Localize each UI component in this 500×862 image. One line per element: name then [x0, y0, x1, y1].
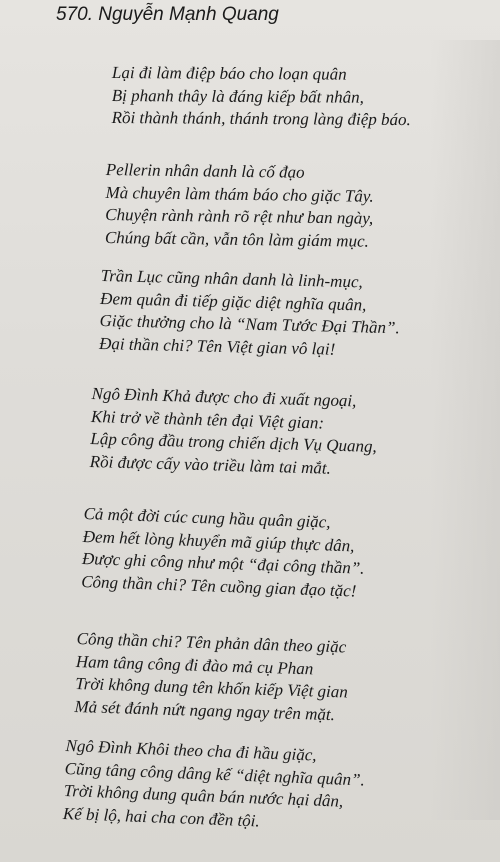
poem-line: Trời không dung quân bán nước hại dân, — [63, 780, 344, 811]
poem-line: Ham tâng công đi đào mả cụ Phan — [75, 651, 314, 678]
poem-line: Ngô Đình Khôi theo cha đi hầu giặc, — [65, 735, 317, 765]
stanza-1 — [112, 62, 412, 132]
stanza-7 — [63, 735, 367, 836]
poem-line: Khi trở về thành tên đại Việt gian: — [90, 406, 325, 432]
poem-line: Công thần chi? Tên cuồng gian đạo tặc! — [80, 571, 357, 601]
poem-line: Lại đi làm điệp báo cho loạn quân — [111, 62, 347, 84]
poem-line: Được ghi công như một “đại công thần”. — [81, 548, 365, 578]
poem-line: Mả sét đánh nứt ngang ngay trên mặt. — [74, 696, 336, 724]
poem-line: Chuyện rành rành rõ rệt như ban ngày, — [105, 204, 374, 228]
poem-line: Cũng tâng công dâng kế “diệt nghĩa quân”. — [64, 758, 366, 789]
poem-line: Trần Lục cũng nhân danh là linh-mục, — [100, 265, 363, 292]
poem-line: Giặc thưởng cho là “Nam Tước Đại Thần”. — [99, 310, 401, 338]
poem-line: Bị phanh thây là đáng kiếp bất nhân, — [111, 85, 364, 107]
stanza-3 — [99, 265, 401, 362]
stanza-4 — [89, 383, 378, 481]
stanza-2 — [105, 159, 374, 253]
poem-line: Ngô Đình Khả được cho đi xuất ngoại, — [91, 383, 357, 411]
poem-line: Công thần chi? Tên phản dân theo giặc — [76, 628, 347, 657]
poem-line: Lập công đầu trong chiến dịch Vụ Quang, — [90, 428, 378, 456]
poem-line: Mà chuyên làm thám báo cho giặc Tây. — [105, 182, 374, 206]
poem-line: Kế bị lộ, hai cha con đền tội. — [62, 803, 261, 830]
stanza-5 — [81, 503, 367, 603]
poem-line: Đem quân đi tiếp giặc diệt nghĩa quân, — [99, 288, 367, 314]
poem-line: Rồi được cấy vào triều làm tai mắt. — [89, 451, 332, 478]
facing-page-shadow — [430, 40, 500, 820]
stanza-6 — [74, 628, 349, 727]
poem-line: Rồi thành thánh, thánh trong làng điệp báo. — [111, 107, 411, 130]
poem-line: Pellerin nhân danh là cố đạo — [105, 159, 305, 182]
poem-line: Chúng bất cần, vẫn tôn làm giám mục. — [104, 227, 369, 251]
poem-line: Đại thần chi? Tên Việt gian vô lại! — [98, 333, 336, 359]
poem-heading: 570. Nguyễn Mạnh Quang — [56, 4, 279, 25]
poem-line: Đem hết lòng khuyển mã giúp thực dân, — [82, 526, 355, 555]
poem-line: Trời không dung tên khốn kiếp Việt gian — [74, 673, 349, 702]
poem-line: Cả một đời cúc cung hầu quân giặc, — [83, 503, 331, 532]
